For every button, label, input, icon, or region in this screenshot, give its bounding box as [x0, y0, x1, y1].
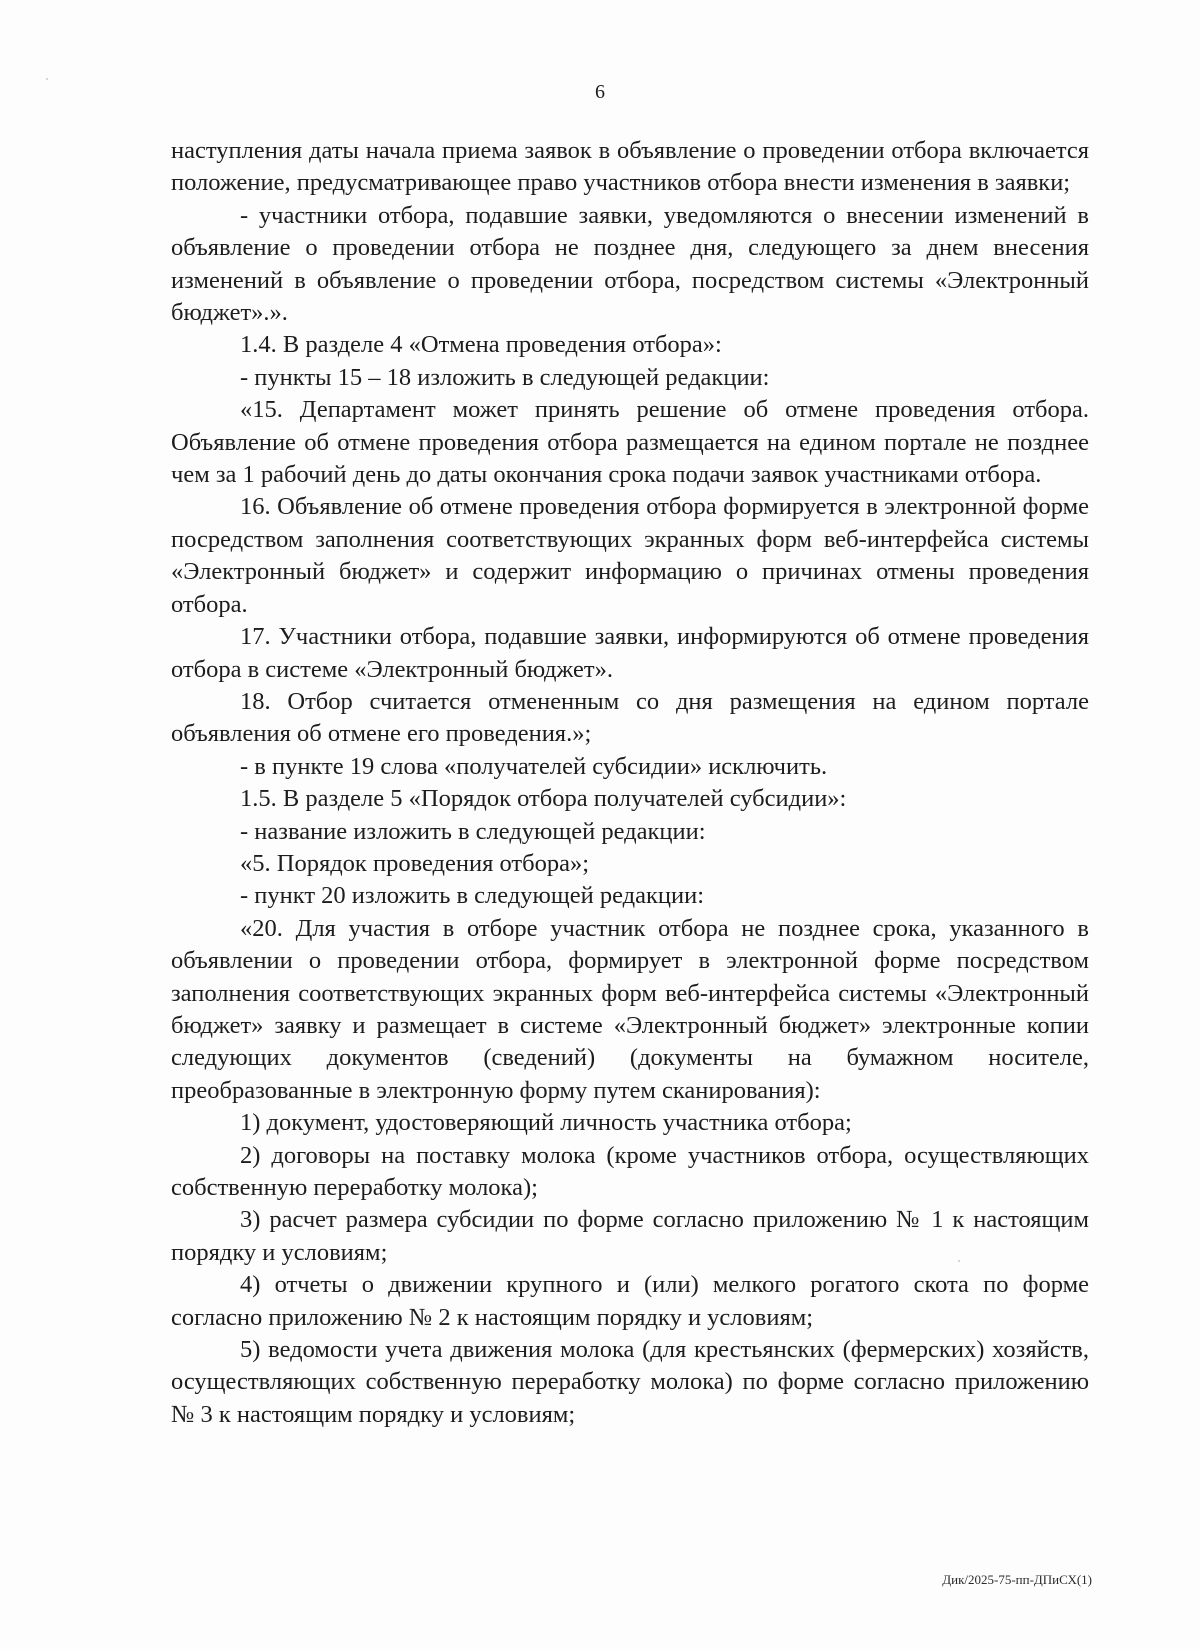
- document-code: Дик/2025-75-пп-ДПиСХ(1): [942, 1572, 1092, 1587]
- paragraph-items-15-18: - пункты 15 – 18 изложить в следующей редакции:: [240, 363, 770, 391]
- paragraph-item-15: «15. Департамент может принять решение об отмене проведения отбора. Объявление об отмене проведения отбора размещается на едином портале не позднее чем за 1 рабочий день до даты окончания срока подачи заявок участниками отбора.: [171, 396, 1089, 489]
- paragraph-new-title: «5. Порядок проведения отбора»;: [240, 849, 590, 877]
- paragraph-continuation: наступления даты начала приема заявок в объявление о проведении отбора включается положение, предусматривающее право участников отбора внести изменения в заявки;: [171, 137, 1089, 197]
- paragraph-item-16: 16. Объявление об отмене проведения отбора формируется в электронной форме посредством заполнения соответствующих экранных форм веб-интерфейса системы «Электронный бюджет» и содержит информацию о причинах отмены проведения отбора.: [171, 493, 1089, 618]
- paragraph-item-19: - в пункте 19 слова «получателей субсидии» исключить.: [240, 752, 828, 780]
- document-body: [171, 135, 1089, 1431]
- list-item-1: 1) документ, удостоверяющий личность участника отбора;: [240, 1109, 852, 1137]
- paragraph-item-20-intro: - пункт 20 изложить в следующей редакции:: [240, 882, 705, 910]
- paragraph-section-4-heading: 1.4. В разделе 4 «Отмена проведения отбора»:: [240, 331, 722, 359]
- paragraph-item-20: «20. Для участия в отборе участник отбора не позднее срока, указанного в объявлении о проведении отбора, формирует в электронной форме посредством заполнения соответствующих экранных форм веб-интерфейса системы «Электронный бюджет» заявку и размещает в системе «Электронный бюджет» электронные копии следующих документов (сведений) (документы на бумажном носителе, преобразованные в электронную форму путем сканирования):: [171, 914, 1089, 1104]
- list-item-4: 4) отчеты о движении крупного и (или) мелкого рогатого скота по форме согласно приложению № 2 к настоящим порядку и условиям;: [171, 1271, 1089, 1331]
- paragraph-item-18: 18. Отбор считается отмененным со дня размещения на едином портале объявления об отмене его проведения.»;: [171, 687, 1089, 748]
- paragraph-item-17: 17. Участники отбора, подавшие заявки, информируются об отмене проведения отбора в системе «Электронный бюджет».: [171, 623, 1089, 683]
- paragraph-rename: - название изложить в следующей редакции:: [240, 817, 706, 845]
- page-number: 6: [595, 81, 605, 103]
- paragraph-notification: - участники отбора, подавшие заявки, уведомляются о внесении изменений в объявление о проведении отбора не позднее дня, следующего за днем внесения изменений в объявление о проведении отбора, посредством системы «Электронный бюджет».».: [171, 201, 1089, 327]
- list-item-3: 3) расчет размера субсидии по форме согласно приложению № 1 к настоящим порядку и условиям;: [171, 1206, 1089, 1266]
- scan-speck: [958, 1260, 960, 1262]
- scan-speck: [46, 78, 48, 80]
- paragraph-section-5-heading: 1.5. В разделе 5 «Порядок отбора получателей субсидии»:: [240, 785, 847, 813]
- list-item-5: 5) ведомости учета движения молока (для крестьянских (фермерских) хозяйств, осуществляющих собственную переработку молока) по форме согласно приложению № 3 к настоящим порядку и условиям;: [171, 1336, 1089, 1428]
- list-item-2: 2) договоры на поставку молока (кроме участников отбора, осуществляющих собственную переработку молока);: [171, 1141, 1089, 1201]
